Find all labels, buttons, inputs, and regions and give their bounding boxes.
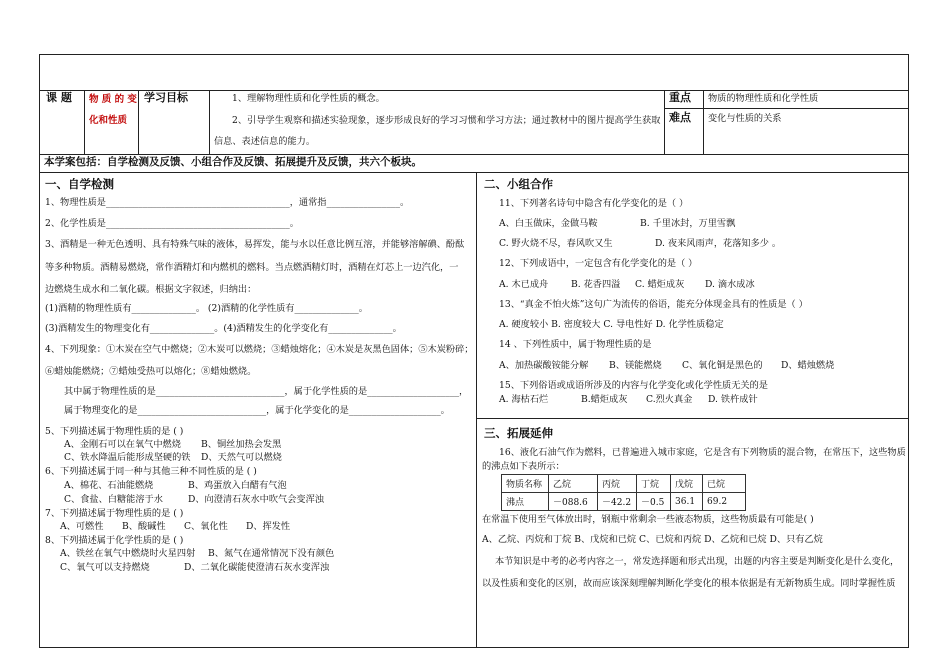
question-16-line2: 的沸点如下表所示： [482,461,565,472]
question-12: 12、下列成语中，一定包含有化学变化的是（ ） [499,258,698,269]
intro-bottom-line [39,172,909,173]
question-14-option-d: D、蜡烛燃烧 [781,360,835,371]
question-8-option-b: B、氮气在通常情况下没有颜色 [208,548,335,559]
question-12-option-c: C. 蜡炬成灰 [635,279,685,290]
table-cell: 69.2 [703,493,746,511]
question-11-option-d: D. 夜来风雨声，花落知多少 。 [655,238,782,249]
difficulty-text: 变化与性质的关系 [708,113,782,124]
key-diff-divider [664,108,908,109]
question-3-line5: (3)酒精发生的物理变化有______________。(4)酒精发生的化学变化有______________。 [45,323,402,334]
col-divider-2 [138,90,139,154]
goal-2-line2: 信息、表述信息的能力。 [214,136,316,147]
question-8-option-c: C、氧气可以支持燃烧 [60,562,150,573]
col-divider-5 [703,90,704,154]
intro-text: 本学案包括：自学检测及反馈、小组合作及反馈、拓展提升及反馈，共六个板块。 [44,156,422,168]
section-extension-title: 三、拓展延伸 [484,426,553,440]
section-group-work-title: 二、小组合作 [484,177,553,191]
table-row [502,493,746,511]
question-15-option-a: A. 海枯石烂 [499,394,549,405]
question-11-option-a: A、白玉做床，金做马鞍 [499,218,598,229]
question-13: 13、“真金不怕火炼”这句广为流传的俗语，能充分体现金具有的性质是（ ） [499,299,808,310]
table-header-cell: 乙烷 [549,475,598,493]
question-11-option-b: B. 千里冰封，万里雪飘 [640,218,736,229]
frame-bottom [39,647,909,648]
question-5: 5、下列描述属于物理性质的是 ( ) [45,426,184,437]
boiling-point-table [501,474,746,511]
table-cell: －42.2 [598,493,637,511]
question-15-option-d: D. 铁杵成针 [708,394,758,405]
table-cell: －088.6 [549,493,598,511]
question-11: 11、下列著名诗句中隐含有化学变化的是（ ） [499,198,689,209]
key-text: 物质的物理性质和化学性质 [708,93,819,104]
question-3-line2: 等多种物质。酒精易燃烧，常作酒精灯和内燃机的燃料。当点燃酒精灯时，酒精在灯芯上一边汽化，一 [45,262,459,273]
frame-left [39,54,40,648]
goal-label: 学习目标 [144,91,188,104]
question-14-option-a: A、加热碳酸铵能分解 [499,360,589,371]
table-header-cell: 戊烷 [671,475,703,493]
question-6-option-a: A、棉花、石油能燃烧 [64,480,154,491]
question-8: 8、下列描述属于化学性质的是 ( ) [45,535,184,546]
question-4-line1: 4、下列现象：①木炭在空气中燃烧；②木炭可以燃烧；③蜡烛熔化；④木炭是灰黑色固体；⑤木炭粉碎； [45,344,474,355]
question-4-line2: ⑥蜡烛能燃烧；⑦蜡烛受热可以熔化；⑧蜡烛燃烧。 [45,366,257,377]
question-7-option-a: A、可燃性 [60,521,104,532]
difficulty-label: 难点 [669,111,691,124]
teaching-note-line1: 本节知识是中考的必考内容之一，常发选择题和形式出现，出题的内容主要是判断变化是什么变化， [495,556,900,567]
section-divider [476,172,477,648]
question-5-option-a: A、金刚石可以在氧气中燃烧 [64,439,181,450]
teaching-note-line2: 以及性质和变化的区别，故而应该深刻理解判断化学变化的根本依据是有无新物质生成。同时掌握性质 [482,578,896,589]
question-5-option-c: C、铁水降温后能形成坚硬的铁 [64,452,191,463]
header-bottom-line [39,154,909,155]
question-16-line1: 16、液化石油气作为燃料，已普遍进入城市家庭，它是含有下列物质的混合物，在常压下，这些物质 [499,447,906,458]
question-14: 14 、下列性质中，属于物理性质的是 [499,339,652,350]
section-self-check-title: 一、自学检测 [45,177,114,191]
col-divider-4 [664,90,665,154]
col-divider-3 [209,90,210,154]
table-cell: －0.5 [637,493,671,511]
question-1: 1、物理性质是________________________________________，通常指________________。 [45,197,410,208]
course-name-line2: 化和性质 [89,115,128,126]
goal-1: 1、理解物理性质和化学性质的概念。 [232,93,385,104]
col-divider-1 [84,90,85,154]
table-header-cell: 已烷 [703,475,746,493]
table-header-row [502,475,746,493]
question-3-line4: (1)酒精的物理性质有______________。 (2)酒精的化学性质有______________。 [45,303,368,314]
table-header-cell: 丙烷 [598,475,637,493]
question-3-line1: 3、酒精是一种无色透明、具有特殊气味的液体，易挥发，能与水以任意比例互溶，并能够溶解碘、酚酞 [45,239,465,250]
question-4-line4: 属于物理变化的是____________________________，属于化学变化的是____________________。 [64,405,450,416]
question-16-line3: 在常温下使用至气体放出时，钢瓶中常剩余一些液态物质，这些物质最有可能是( ) [482,514,814,525]
question-7-option-c: C、氧化性 [184,521,228,532]
question-6-option-b: B、鸡蛋放入白醋有气泡 [188,480,287,491]
table-cell: 沸点 [502,493,549,511]
question-12-option-b: B. 花香四溢 [571,279,621,290]
question-8-option-d: D、二氧化碳能使澄清石灰水变浑浊 [184,562,330,573]
question-6-option-d: D、向澄清石灰水中吹气会变浑浊 [188,494,324,505]
question-15-option-c: C.烈火真金 [646,394,693,405]
course-name-line1: 物 质 的 变 [89,94,137,105]
course-label: 课 题 [46,91,72,104]
right-section-divider [476,418,908,419]
question-6: 6、下列描述属于同一种与其他三种不同性质的是 ( ) [45,466,257,477]
question-12-option-a: A. 木已成舟 [499,279,549,290]
question-16-options: A、乙烷、丙烷和丁烷 B、戊烷和已烷 C、已烷和丙烷 D、乙烷和已烷 D、只有乙烷 [482,534,823,545]
question-7-option-b: B、酸碱性 [122,521,166,532]
question-5-option-b: B、铜丝加热会发黑 [201,439,282,450]
frame-right [908,54,909,648]
question-3-line3: 边燃烧生成水和二氧化碳。根据文字叙述，归纳出： [45,284,257,295]
question-15-option-b: B.蜡炬成灰 [581,394,628,405]
question-11-option-c: C. 野火烧不尽，春风吹又生 [499,238,613,249]
table-header-cell: 物质名称 [502,475,549,493]
table-header-cell: 丁烷 [637,475,671,493]
question-5-option-d: D、天然气可以燃烧 [201,452,282,463]
question-14-option-c: C、氧化铜是黑色的 [682,360,763,371]
table-cell: 36.1 [671,493,703,511]
question-13-options: A. 硬度较小 B. 密度较大 C. 导电性好 D. 化学性质稳定 [499,319,724,330]
question-8-option-a: A、铁丝在氧气中燃烧时火星四射 [60,548,196,559]
question-2: 2、化学性质是________________________________________。 [45,218,299,229]
question-6-option-c: C、食盐、白糖能溶于水 [64,494,163,505]
question-4-line3: 其中属于物理性质的是____________________________，属于化学性质的是____________________， [64,386,469,397]
question-15: 15、下列俗语或成语所涉及的内容与化学变化或化学性质无关的是 [499,380,768,391]
goal-2-line1: 2、引导学生观察和描述实验现象，逐步形成良好的学习习惯和学习方法；通过教材中的图片提高学生获取 [232,115,661,126]
question-14-option-b: B、镁能燃烧 [609,360,662,371]
question-12-option-d: D. 滴水成冰 [705,279,755,290]
question-7: 7、下列描述属于物理性质的是 ( ) [45,508,184,519]
question-7-option-d: D、挥发性 [246,521,291,532]
key-label: 重点 [669,91,691,104]
frame-top [39,54,909,55]
